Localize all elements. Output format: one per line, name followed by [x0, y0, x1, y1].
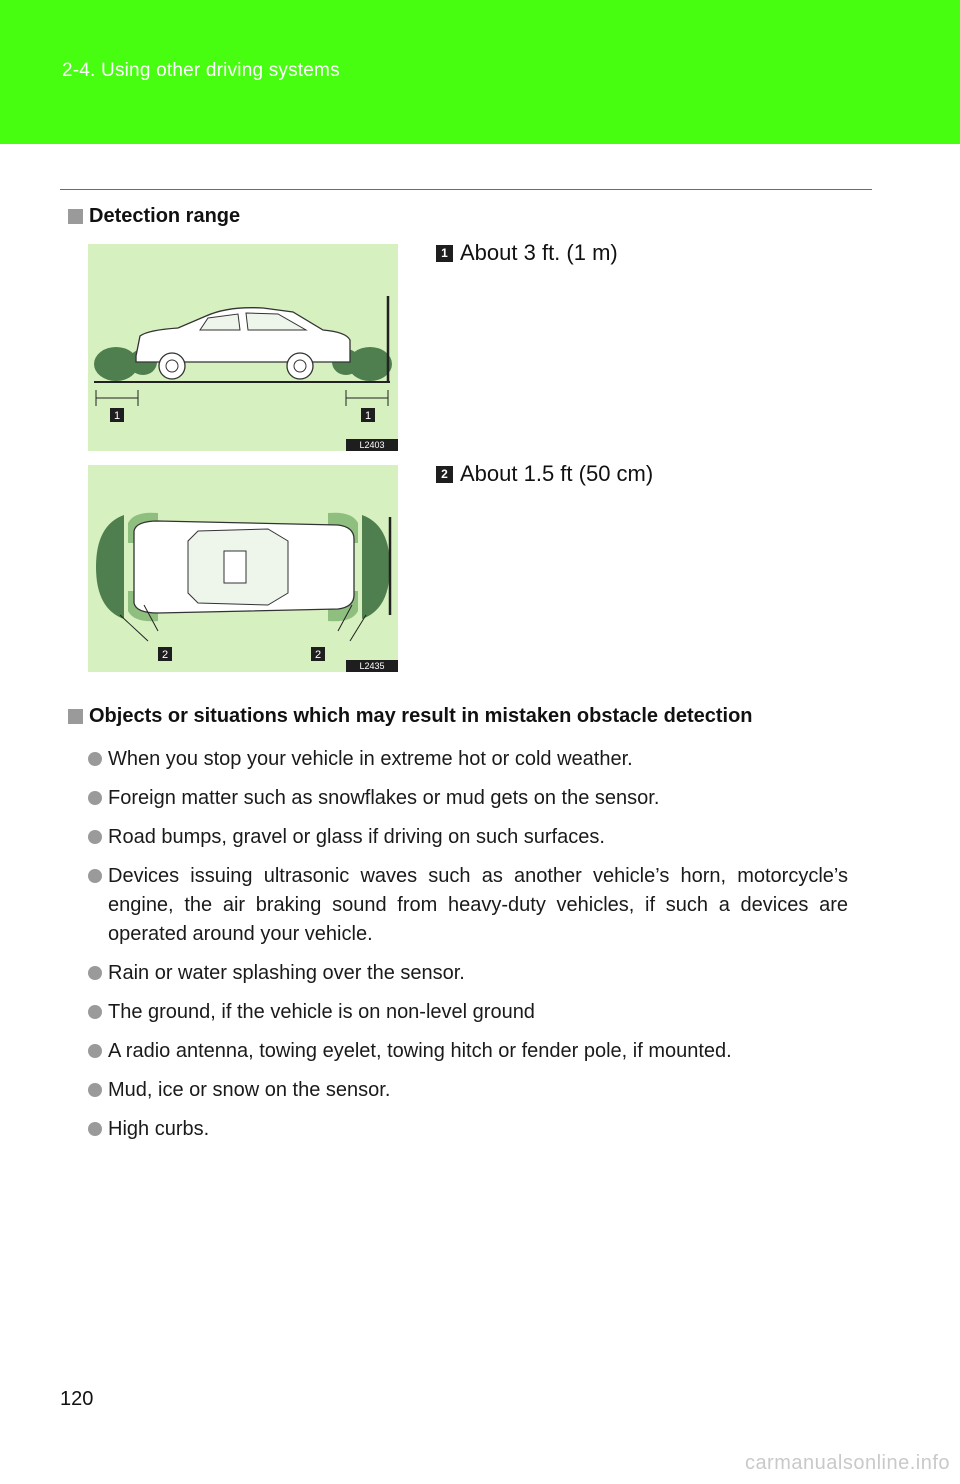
caption-range-2: [436, 461, 653, 487]
list-item-text: Devices issuing ultrasonic waves such as another vehicle’s horn, motorcycle’s engine, the air braking sound from heavy-duty vehicles, if such a devices are operated around your vehicle.: [108, 865, 848, 945]
list-item: [88, 959, 848, 988]
caption-marker-2: 2: [436, 466, 453, 483]
circle-bullet-icon: [88, 1005, 102, 1019]
list-item-text: Road bumps, gravel or glass if driving on such surfaces.: [108, 826, 605, 848]
section-heading-text: Objects or situations which may result in mistaken obstacle detection: [89, 705, 753, 727]
list-item-text: Rain or water splashing over the sensor.: [108, 962, 465, 984]
square-bullet-icon: [68, 209, 83, 224]
circle-bullet-icon: [88, 1083, 102, 1097]
figure-code: L2435: [359, 661, 385, 671]
watermark: carmanualsonline.info: [744, 1452, 950, 1474]
page-number: 120: [60, 1388, 94, 1410]
circle-bullet-icon: [88, 966, 102, 980]
circle-bullet-icon: [88, 869, 102, 883]
section-divider: [60, 189, 872, 190]
caption-marker-1: 1: [436, 245, 453, 262]
circle-bullet-icon: [88, 791, 102, 805]
list-item-text: A radio antenna, towing eyelet, towing hitch or fender pole, if mounted.: [108, 1040, 732, 1062]
circle-bullet-icon: [88, 830, 102, 844]
marker-1-left-label: 1: [113, 410, 121, 422]
top-view-car-diagram: [88, 465, 398, 672]
marker-2-right-label: 2: [314, 649, 322, 661]
list-item: [88, 998, 848, 1027]
list-item-text: The ground, if the vehicle is on non-level ground: [108, 1001, 535, 1023]
circle-bullet-icon: [88, 752, 102, 766]
figure-side-view: [88, 244, 398, 451]
list-item-text: Foreign matter such as snowflakes or mud gets on the sensor.: [108, 787, 660, 809]
list-item: [88, 1115, 848, 1144]
front-wheel: [159, 353, 185, 379]
list-item-text: High curbs.: [108, 1118, 210, 1140]
chapter-title: 2-4. Using other driving systems: [62, 60, 340, 81]
side-view-car-diagram: [88, 244, 398, 451]
list-item-text: When you stop your vehicle in extreme hot or cold weather.: [108, 748, 633, 770]
list-item: [88, 1037, 848, 1066]
caption-range-1: [436, 240, 618, 266]
list-item: [88, 862, 848, 949]
front-center-sensor-zone: [96, 515, 124, 619]
square-bullet-icon: [68, 709, 83, 724]
list-item-text: Mud, ice or snow on the sensor.: [108, 1079, 391, 1101]
caption-text-2: About 1.5 ft (50 cm): [460, 461, 654, 486]
marker-2-left-label: 2: [161, 649, 169, 661]
section-heading-text: Detection range: [89, 205, 241, 227]
section-heading-detection-range: [68, 205, 240, 228]
figure-top-view: [88, 465, 398, 672]
figure-code: L2403: [359, 440, 385, 450]
section-heading-mistaken-detection: [68, 705, 753, 728]
rear-center-sensor-zone: [362, 515, 390, 619]
list-item: [88, 745, 848, 774]
circle-bullet-icon: [88, 1044, 102, 1058]
list-item: [88, 823, 848, 852]
rear-wheel: [287, 353, 313, 379]
circle-bullet-icon: [88, 1122, 102, 1136]
caption-text-1: About 3 ft. (1 m): [460, 240, 618, 265]
list-item: [88, 784, 848, 813]
dim-line: [350, 615, 366, 641]
sunroof: [224, 551, 246, 583]
chapter-header-bar: [0, 0, 960, 144]
situation-list: [88, 745, 848, 1154]
list-item: [88, 1076, 848, 1105]
marker-1-right-label: 1: [364, 410, 372, 422]
